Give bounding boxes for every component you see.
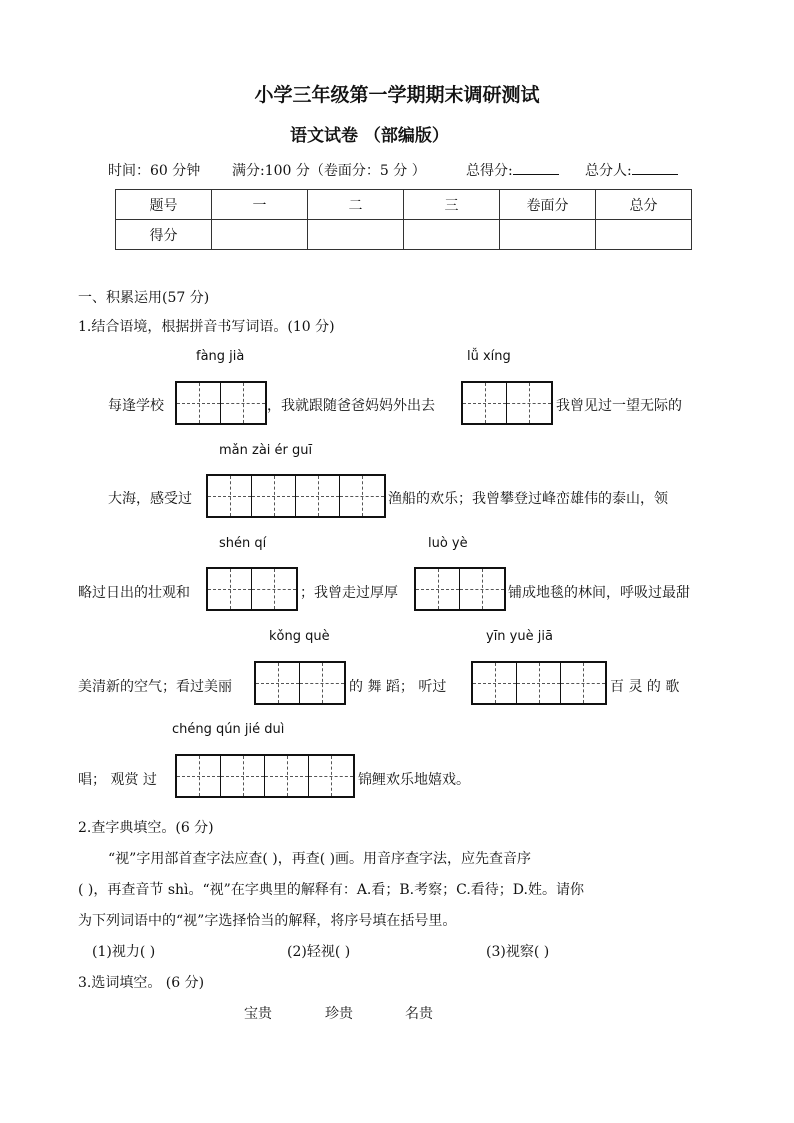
- question-3-title: 3.选词填空。 (6 分): [78, 975, 205, 991]
- word-option: 珍贵: [325, 1006, 353, 1022]
- sentence-text: 唱； 观赏 过: [78, 772, 157, 788]
- pinyin-yinyuejia: yīn yuè jiā: [486, 629, 553, 644]
- info-scorer-label: 总分人:: [585, 163, 632, 179]
- pinyin-kongque: kǒng què: [269, 629, 330, 644]
- scorer-blank[interactable]: [632, 160, 678, 175]
- score-header-cell: 三: [404, 190, 500, 220]
- page-title: 小学三年级第一学期期末调研测试: [254, 84, 540, 106]
- score-cell[interactable]: [308, 220, 404, 250]
- char-grid-luoye[interactable]: [414, 567, 506, 611]
- score-table-header-row: [116, 190, 692, 220]
- info-total-label: 总得分:: [466, 163, 513, 179]
- page-subtitle: 语文试卷 （部编版）: [290, 126, 449, 146]
- score-header-cell: 题号: [116, 190, 212, 220]
- question-2-item: (2)轻视( ): [287, 944, 351, 960]
- info-time: 时间：60 分钟: [108, 163, 201, 179]
- sentence-text: 铺成地毯的林间，呼吸过最甜: [508, 585, 690, 601]
- info-full-score: 满分:100 分（卷面分：5 分 ）: [232, 163, 426, 179]
- question-2-text: “视”字用部首查字法应查( )，再查( )画。用音序查字法，应先查音序: [108, 851, 532, 867]
- score-cell[interactable]: [500, 220, 596, 250]
- score-header-cell: 卷面分: [500, 190, 596, 220]
- info-scorer: [585, 160, 678, 180]
- sentence-text: 略过日出的壮观和: [78, 585, 190, 601]
- pinyin-lvxing: lǚ xíng: [467, 349, 511, 364]
- sentence-text: ，我就跟随爸爸妈妈外出去: [267, 398, 435, 414]
- char-grid-fangjia[interactable]: [175, 381, 267, 425]
- sentence-text: 锦鲤欢乐地嬉戏。: [358, 772, 470, 788]
- sentence-text: 美清新的空气；看过美丽: [78, 679, 232, 695]
- char-grid-shenqi[interactable]: [206, 567, 298, 611]
- score-header-cell: 一: [212, 190, 308, 220]
- question-2-item: (1)视力( ): [92, 944, 156, 960]
- score-table: [115, 189, 692, 250]
- sentence-text: 百 灵 的 歌: [610, 679, 680, 695]
- total-score-blank[interactable]: [513, 160, 559, 175]
- score-cell[interactable]: [596, 220, 692, 250]
- score-table-row: [116, 220, 692, 250]
- score-header-cell: 总分: [596, 190, 692, 220]
- word-option: 名贵: [405, 1006, 433, 1022]
- char-grid-kongque[interactable]: [254, 661, 346, 705]
- word-option: 宝贵: [244, 1006, 272, 1022]
- char-grid-manzaiergui[interactable]: [206, 474, 386, 518]
- pinyin-luoye: luò yè: [428, 536, 468, 551]
- char-grid-lvxing[interactable]: [461, 381, 553, 425]
- sentence-text: ；我曾走过厚厚: [300, 585, 398, 601]
- pinyin-chengqunjiedui: chéng qún jié duì: [172, 722, 285, 737]
- pinyin-manzaiergui: mǎn zài ér guī: [219, 443, 313, 458]
- info-total-score: [466, 160, 559, 180]
- sentence-text: 我曾见过一望无际的: [556, 398, 682, 414]
- sentence-text: 渔船的欢乐；我曾攀登过峰峦雄伟的泰山，领: [388, 491, 668, 507]
- question-2-text: 为下列词语中的“视”字选择恰当的解释，将序号填在括号里。: [78, 913, 457, 929]
- question-1-title: 1.结合语境，根据拼音书写词语。(10 分): [78, 319, 335, 335]
- score-cell[interactable]: [212, 220, 308, 250]
- sentence-text: 每逢学校: [108, 398, 164, 414]
- char-grid-yinyuejia[interactable]: [471, 661, 607, 705]
- question-2-item: (3)视察( ): [486, 944, 550, 960]
- sentence-text: 的 舞 蹈； 听过: [349, 679, 447, 695]
- score-header-cell: 二: [308, 190, 404, 220]
- question-2-title: 2.查字典填空。(6 分): [78, 820, 214, 836]
- pinyin-fangjia: fàng jià: [196, 349, 245, 364]
- score-cell[interactable]: [404, 220, 500, 250]
- sentence-text: 大海，感受过: [108, 491, 192, 507]
- pinyin-shenqi: shén qí: [219, 536, 267, 551]
- section-title: 一、积累运用(57 分): [78, 290, 210, 306]
- char-grid-chengqunjiedui[interactable]: [175, 754, 355, 798]
- score-row-label: 得分: [116, 220, 212, 250]
- question-2-text: ( )，再查音节 shì。“视”在字典里的解释有：A.看；B.考察；C.看待；D.姓。请你: [78, 882, 584, 898]
